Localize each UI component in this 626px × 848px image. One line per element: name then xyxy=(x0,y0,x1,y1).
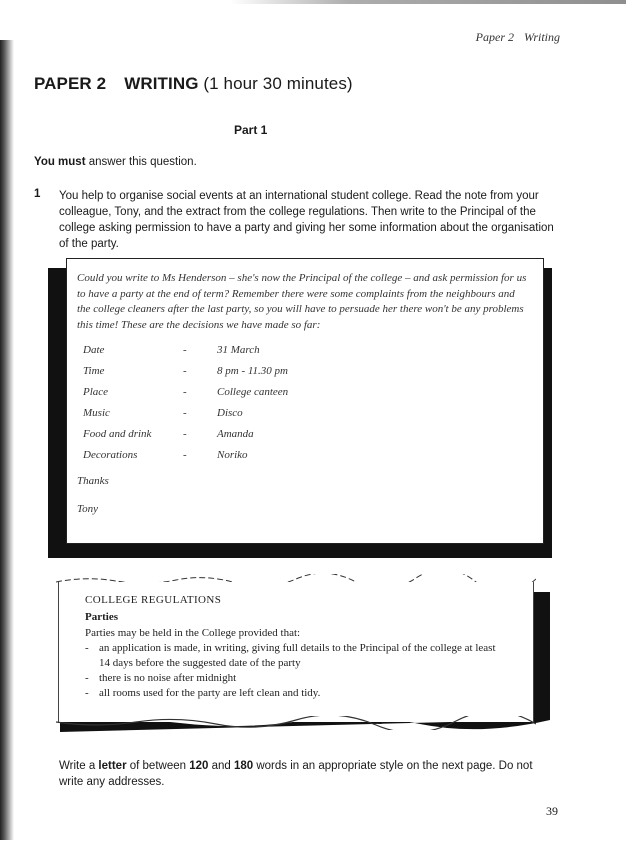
part-heading: Part 1 xyxy=(234,123,268,137)
running-head xyxy=(466,30,560,45)
note-row-value: 31 March xyxy=(217,343,260,356)
colleague-note xyxy=(66,258,544,544)
note-thanks: Thanks xyxy=(77,475,109,487)
scan-shadow-top xyxy=(230,0,626,4)
instruction-must: You must xyxy=(34,156,86,168)
note-row-label: Time xyxy=(83,364,105,377)
note-row-label: Food and drink xyxy=(83,427,152,440)
title-paper: PAPER 2 xyxy=(34,74,107,93)
note-row-dash: - xyxy=(183,427,187,440)
title-duration: (1 hour 30 minutes) xyxy=(203,74,353,93)
regulation-item: - there is no noise after midnight xyxy=(85,671,507,686)
note-row-label: Place xyxy=(83,385,109,398)
note-row-dash: - xyxy=(183,406,187,419)
note-row-value: Amanda xyxy=(217,427,254,440)
note-row-value: Disco xyxy=(217,406,243,419)
regulation-item: - an application is made, in writing, giving full details to the Principal of the college at least 14 days before the suggested date of the party xyxy=(85,641,507,671)
note-row-value: 8 pm - 11.30 pm xyxy=(217,364,288,377)
instruction xyxy=(34,156,197,168)
regulations-title: COLLEGE REGULATIONS xyxy=(85,594,222,606)
note-row-label: Decorations xyxy=(83,448,138,461)
write-pre: Write a xyxy=(59,760,99,772)
write-instruction xyxy=(59,758,559,790)
write-max: 180 xyxy=(233,760,254,772)
regulation-item: - all rooms used for the party are left clean and tidy. xyxy=(85,686,507,701)
note-row-dash: - xyxy=(183,385,187,398)
write-letter: letter xyxy=(98,760,127,772)
scan-shadow-left xyxy=(0,40,14,840)
note-row xyxy=(83,423,533,444)
note-row-value: Noriko xyxy=(217,448,248,461)
title-section: WRITING xyxy=(124,74,199,93)
note-row-dash: - xyxy=(183,448,187,461)
running-head-section: Writing xyxy=(523,30,560,44)
write-post: words in an appropriate style on the next page. Do not write any addresses. xyxy=(59,760,533,788)
regulations-list xyxy=(85,641,507,701)
note-row xyxy=(83,402,533,423)
regulations-torn-bottom xyxy=(56,716,536,730)
note-signature: Tony xyxy=(77,503,98,515)
page-number: 39 xyxy=(546,804,558,818)
note-row-label: Music xyxy=(83,406,110,419)
write-min: 120 xyxy=(189,760,209,772)
college-regulations xyxy=(58,582,534,722)
note-row-dash: - xyxy=(183,364,187,377)
note-row-label: Date xyxy=(83,343,105,356)
note-row xyxy=(83,381,533,402)
regulations-intro: Parties may be held in the College provided that: xyxy=(85,627,301,639)
note-row xyxy=(83,444,533,465)
question-number: 1 xyxy=(34,188,41,200)
write-mid: of between xyxy=(126,760,190,772)
write-and: and xyxy=(208,760,234,772)
note-row xyxy=(83,360,533,381)
note-row xyxy=(83,339,533,360)
note-decisions xyxy=(83,339,533,465)
regulations-subtitle: Parties xyxy=(85,611,118,623)
instruction-rest: answer this question. xyxy=(85,156,197,168)
page-title xyxy=(34,74,353,94)
note-row-value: College canteen xyxy=(217,385,289,398)
note-row-dash: - xyxy=(183,343,187,356)
question-text: You help to organise social events at an international student college. Read the note from your colleague, Tony, and the extract from the college regulations. Then write to the Principal of the college asking permission to have a party and giving her some information about the organisation of the party. xyxy=(59,190,554,250)
running-head-paper: Paper 2 xyxy=(475,30,514,44)
note-intro: Could you write to Ms Henderson – she's now the Principal of the college – and ask permission for us to have a party at the end of term? Remember there were some complaints from the neighbours and the college cleaners after the last party, so you will have to persuade her there won't be any problems this time! These are the decisions we have made so far: xyxy=(77,272,527,331)
